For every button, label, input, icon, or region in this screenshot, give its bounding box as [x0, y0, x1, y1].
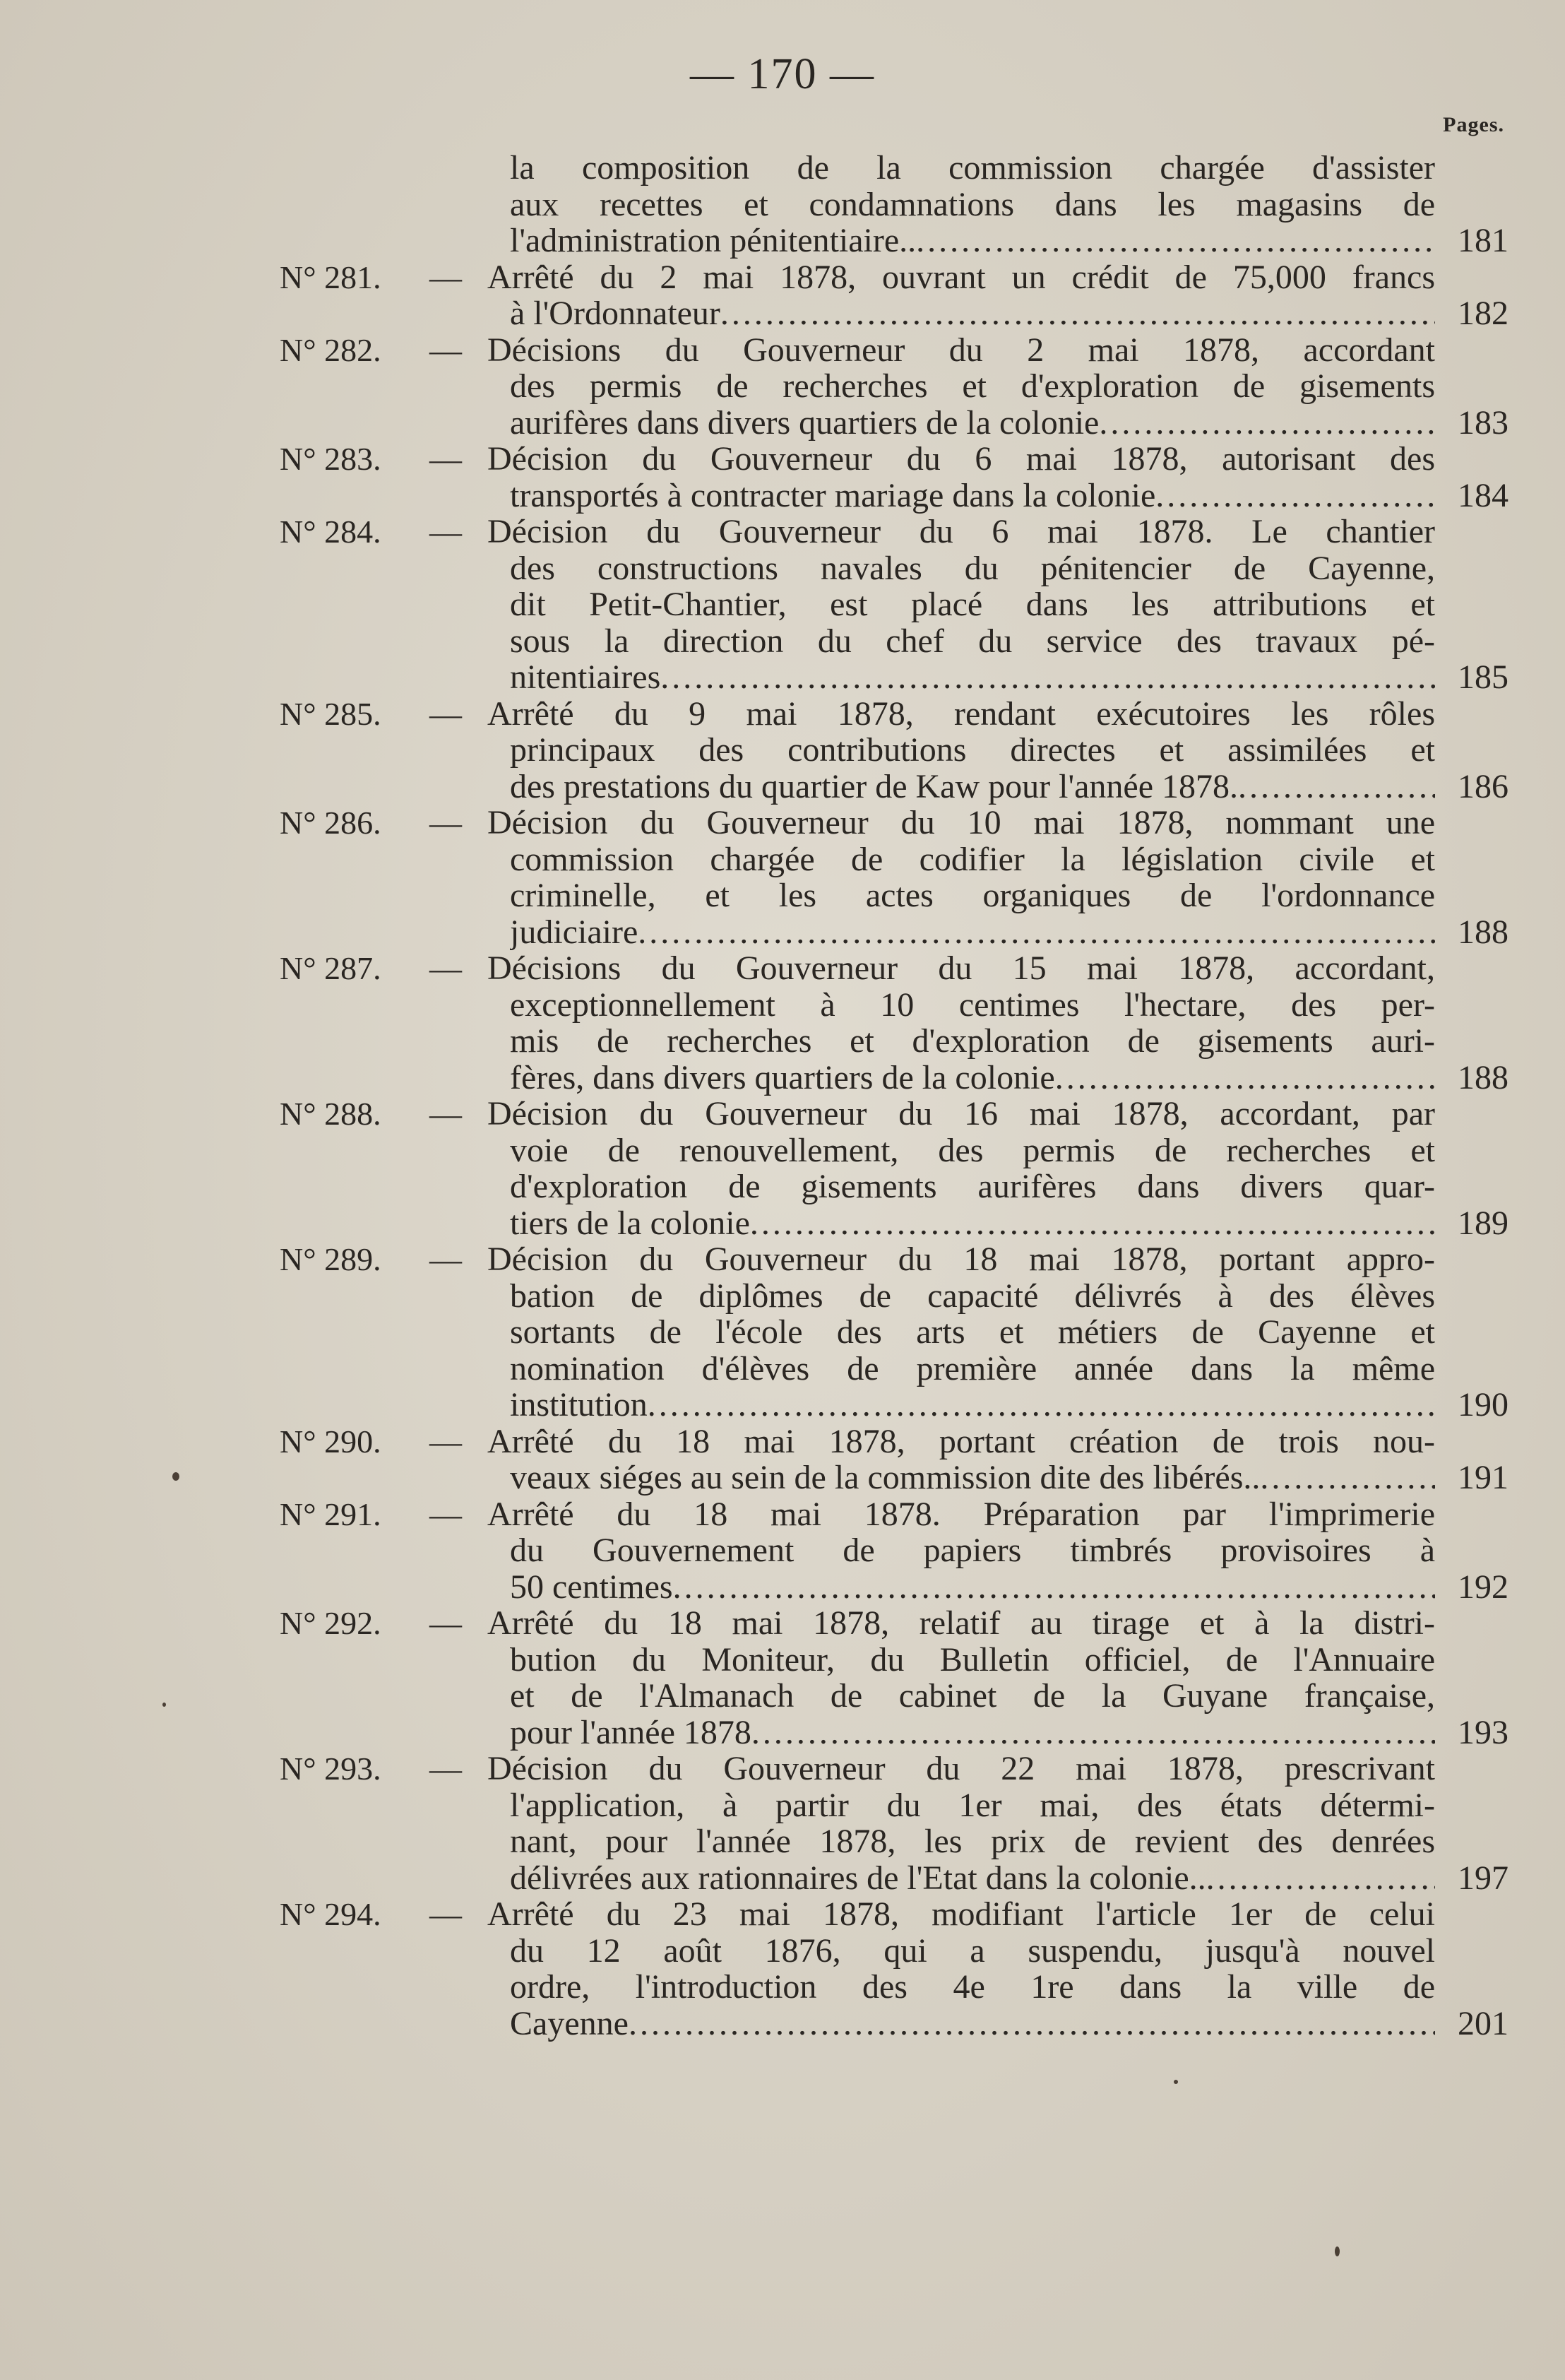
entry-line: des permis de recherches et d'exploration de gisements [510, 368, 1435, 405]
entry-line-text: aurifères dans divers quartiers de la colonie [510, 404, 1100, 442]
page-reference: 184 [1458, 476, 1509, 514]
page-reference: 182 [1458, 295, 1509, 332]
entry-number: N° 290. [280, 1423, 381, 1460]
entry-line: Décision du Gouverneur du 16 mai 1878, accordant, par [487, 1096, 1435, 1132]
page-reference: 191 [1458, 1459, 1509, 1496]
entry-line: Décision du Gouverneur du 10 mai 1878, nommant une [487, 805, 1435, 841]
page-reference: 197 [1458, 1859, 1509, 1897]
entry-line: Arrêté du 9 mai 1878, rendant exécutoires les rôles [487, 695, 1435, 733]
entry-line-text: veaux siéges au sein de la commission dite des libérés.. [510, 1460, 1261, 1496]
entry-line: Décision du Gouverneur du 18 mai 1878, portant appro- [487, 1241, 1435, 1278]
entry-line-text: nitentiaires [510, 659, 661, 696]
entry-line: l'application, à partir du 1er mai, des états détermi- [510, 1787, 1435, 1824]
entry-line-text: institution [510, 1387, 648, 1423]
entry-line: Arrêté du 18 mai 1878, portant création de trois nou- [487, 1423, 1435, 1460]
entry-line: sortants de l'école des arts et métiers de Cayenne et [510, 1314, 1435, 1351]
entry-number: N° 292. [280, 1605, 381, 1641]
entry-line: Arrêté du 2 mai 1878, ouvrant un crédit de 75,000 francs [487, 259, 1435, 296]
entry-line: d'exploration de gisements aurifères dans divers quar- [510, 1168, 1435, 1205]
entry-dash: — [429, 259, 462, 295]
entry-line-text: transportés à contracter mariage dans la colonie [510, 477, 1156, 514]
page-reference: 193 [1458, 1713, 1509, 1751]
entry-dash: — [429, 514, 462, 550]
page-number: — 170 — [690, 50, 875, 98]
entry-line: Décision du Gouverneur du 6 mai 1878. Le chantier [487, 514, 1435, 550]
paper-speck [1335, 2246, 1340, 2256]
entry-line-text: délivrées aux rationnaires de l'Etat dans la colonie.. [510, 1859, 1206, 1897]
page-reference: 190 [1458, 1386, 1509, 1423]
leader-dots [1260, 1460, 1435, 1496]
leader-dots [638, 914, 1435, 951]
paper-speck [1174, 2080, 1178, 2084]
leader-dots [629, 2006, 1435, 2042]
entry-line [510, 769, 1435, 805]
entry-line: du 12 août 1876, qui a suspendu, jusqu'à nouvel [510, 1932, 1435, 1970]
entry-number: N° 283. [280, 441, 381, 477]
entry-line [510, 1569, 1435, 1606]
entry-line [510, 914, 1435, 951]
page-reference: 201 [1458, 2004, 1509, 2042]
entry-line: Décisions du Gouverneur du 15 mai 1878, accordant, [487, 950, 1435, 987]
leader-dots [1155, 478, 1435, 514]
entry-line-text: fères, dans divers quartiers de la colonie [510, 1059, 1055, 1096]
page-reference: 186 [1458, 767, 1509, 805]
entry-line: criminelle, et les actes organiques de l'ordonnance [510, 877, 1435, 914]
entry-line: ordre, l'introduction des 4e 1re dans la ville de [510, 1969, 1435, 2006]
entry-number: N° 285. [280, 695, 381, 732]
entry-line: aux recettes et condamnations dans les magasins de [510, 186, 1435, 223]
entry-line-text: 50 centimes [510, 1568, 673, 1606]
entry-line-text: l'administration pénitentiaire.. [510, 223, 917, 259]
leader-dots [1238, 769, 1435, 805]
paper-speck [162, 1703, 166, 1707]
leader-dots [751, 1715, 1435, 1751]
entry-line: sous la direction du chef du service des travaux pé- [510, 622, 1435, 660]
entry-line: bation de diplômes de capacité délivrés à des élèves [510, 1277, 1435, 1315]
leader-dots [648, 1387, 1435, 1423]
entry-line [510, 1060, 1435, 1096]
entry-line-text: Cayenne [510, 2005, 629, 2042]
entry-line: nant, pour l'année 1878, les prix de revient des denrées [510, 1823, 1435, 1860]
entry-number: N° 282. [280, 331, 381, 368]
entry-line: dit Petit-Chantier, est placé dans les attributions et [510, 586, 1435, 623]
entry-line-text: judiciaire [510, 913, 638, 951]
entry-dash: — [429, 1096, 462, 1132]
entry-line: des constructions navales du pénitencier de Cayenne, [510, 550, 1435, 587]
page-reference: 188 [1458, 913, 1509, 951]
entry-line-text: pour l'année 1878 [510, 1714, 751, 1751]
entry-dash: — [429, 695, 462, 732]
entry-line: mis de recherches et d'exploration de gisements auri- [510, 1023, 1435, 1060]
page-reference: 189 [1458, 1204, 1509, 1242]
entry-line-text: des prestations du quartier de Kaw pour l'année 1878. [510, 768, 1239, 805]
leader-dots [1099, 405, 1435, 442]
page-reference: 188 [1458, 1058, 1509, 1096]
entry-dash: — [429, 1423, 462, 1460]
entry-line [510, 2006, 1435, 2042]
entry-line [510, 1715, 1435, 1751]
entry-line: commission chargée de codifier la législation civile et [510, 841, 1435, 878]
entry-line [510, 223, 1435, 259]
entry-dash: — [429, 1605, 462, 1641]
page-reference: 181 [1458, 222, 1509, 259]
entry-number: N° 287. [280, 950, 381, 986]
entry-line: la composition de la commission chargée d'assister [510, 150, 1435, 187]
leader-dots [1055, 1060, 1435, 1096]
entry-line: bution du Moniteur, du Bulletin officiel, de l'Annuaire [510, 1641, 1435, 1679]
page-reference: 185 [1458, 658, 1509, 696]
leader-dots [673, 1569, 1435, 1606]
entry-line: Arrêté du 23 mai 1878, modifiant l'article 1er de celui [487, 1896, 1435, 1933]
entry-line: Décisions du Gouverneur du 2 mai 1878, accordant [487, 331, 1435, 369]
entry-line: Arrêté du 18 mai 1878. Préparation par l'imprimerie [487, 1496, 1435, 1533]
page-reference: 192 [1458, 1568, 1509, 1606]
entry-line-text: à l'Ordonnateur [510, 295, 720, 332]
entry-line: nomination d'élèves de première année dans la même [510, 1350, 1435, 1387]
entry-dash: — [429, 1751, 462, 1787]
entry-line [510, 659, 1435, 696]
entry-number: N° 294. [280, 1896, 381, 1932]
leader-dots [720, 295, 1435, 332]
entry-line: Décision du Gouverneur du 22 mai 1878, prescrivant [487, 1751, 1435, 1787]
entry-number: N° 288. [280, 1096, 381, 1132]
entry-number: N° 284. [280, 514, 381, 550]
leader-dots [1206, 1860, 1435, 1897]
entry-line: Décision du Gouverneur du 6 mai 1878, autorisant des [487, 441, 1435, 478]
entry-dash: — [429, 950, 462, 986]
entry-dash: — [429, 1896, 462, 1932]
entry-number: N° 289. [280, 1241, 381, 1277]
leader-dots [660, 659, 1435, 696]
entry-line [510, 295, 1435, 332]
leader-dots [916, 223, 1435, 259]
entry-dash: — [429, 441, 462, 477]
entry-line [510, 478, 1435, 514]
paper-speck [172, 1472, 179, 1481]
entry-line: et de l'Almanach de cabinet de la Guyane française, [510, 1678, 1435, 1715]
entry-line: voie de renouvellement, des permis de recherches et [510, 1132, 1435, 1169]
entry-dash: — [429, 331, 462, 368]
entry-line-text: tiers de la colonie [510, 1204, 750, 1242]
entry-line [510, 1205, 1435, 1242]
entry-line [510, 1860, 1435, 1897]
entry-line: principaux des contributions directes et assimilées et [510, 732, 1435, 769]
entry-line [510, 1387, 1435, 1423]
entry-number: N° 281. [280, 259, 381, 295]
page-reference: 183 [1458, 403, 1509, 442]
entry-dash: — [429, 1496, 462, 1532]
entry-dash: — [429, 1241, 462, 1277]
entry-number: N° 286. [280, 805, 381, 841]
entry-line: Arrêté du 18 mai 1878, relatif au tirage et à la distri- [487, 1605, 1435, 1642]
leader-dots [750, 1205, 1435, 1242]
pages-column-header: Pages. [1443, 113, 1504, 136]
entry-number: N° 293. [280, 1751, 381, 1787]
entry-line [510, 405, 1435, 442]
entry-number: N° 291. [280, 1496, 381, 1532]
entry-line: du Gouvernement de papiers timbrés provisoires à [510, 1532, 1435, 1569]
entry-line [510, 1460, 1435, 1496]
entry-line: exceptionnellement à 10 centimes l'hectare, des per- [510, 986, 1435, 1024]
entry-dash: — [429, 805, 462, 841]
